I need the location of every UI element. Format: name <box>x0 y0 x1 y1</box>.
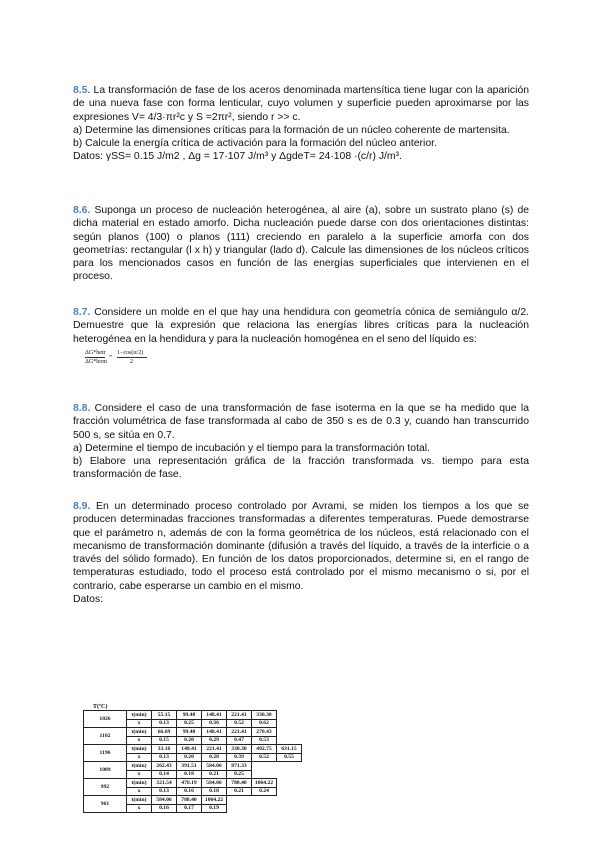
time-value-cell: 270.43 <box>252 728 277 737</box>
time-label-cell: t(min) <box>127 728 152 737</box>
fraction-value-cell: 0.19 <box>202 804 227 813</box>
table-row <box>84 796 302 805</box>
time-value-cell: 33.16 <box>152 745 177 754</box>
time-value-cell: 788.40 <box>227 779 252 788</box>
formula <box>73 350 529 372</box>
fraction-value-cell: 0.62 <box>252 719 277 728</box>
table-row <box>84 762 302 771</box>
time-value-cell: 99.48 <box>177 711 202 720</box>
table-body <box>84 711 302 813</box>
empty-cell <box>277 770 302 779</box>
time-value-cell: 871.33 <box>227 762 252 771</box>
fraction-value-cell: 0.18 <box>202 787 227 796</box>
time-value-cell: 262.43 <box>152 762 177 771</box>
empty-cell <box>277 728 302 737</box>
problem-number: 8.8. <box>73 403 91 414</box>
problem-number: 8.9. <box>73 501 91 512</box>
time-value-cell: 148.41 <box>202 728 227 737</box>
problem-text: En un determinado proceso controlado por Avrami, se miden los tiempos a los que se producen determinadas fracciones transformadas a diferentes temperaturas. Puede demostrarse que el parámetro n, además de con la forma geométrica de los núcleos, está relacionado con el mecanismo de transformación dominante (difusión a través del líquido, a través de la interficie o a través del sólido formado). En función de los datos proporcionados, determine si, en el rango de temperaturas estudiado, todo el proceso está controlado por el mismo mecanismo o si, por el contrario, cabe esperarse un cambio en el mismo. <box>73 501 530 592</box>
fraction-bar <box>117 357 147 358</box>
fraction-value-cell: 0.21 <box>227 787 252 796</box>
table-row <box>84 728 302 737</box>
time-label-cell: t(min) <box>127 711 152 720</box>
fraction-label-cell: x <box>127 804 152 813</box>
fraction-value-cell: 0.14 <box>152 770 177 779</box>
fraction-value-cell: 0.21 <box>202 770 227 779</box>
fraction-label-cell: x <box>127 787 152 796</box>
time-label-cell: t(min) <box>127 745 152 754</box>
problem-number: 8.7. <box>73 307 91 318</box>
problem-8-7 <box>73 306 529 372</box>
problem-text: Considere un molde en el que hay una hendidura con geometría cónica de semiángulo α/2. Demuestre que la expresión que relaciona las energías libres críticas para la nucleación heterogénea en la hendidura y para la nucleación homogénea en el seno del líquido es: <box>73 307 529 345</box>
time-value-cell: 321.54 <box>152 779 177 788</box>
avrami-data-table <box>83 710 302 813</box>
fraction-value-cell: 0.20 <box>177 736 202 745</box>
time-value-cell: 391.51 <box>177 762 202 771</box>
fraction-value-cell: 0.13 <box>152 787 177 796</box>
data-label: Datos: <box>73 594 104 606</box>
time-label-cell: t(min) <box>127 796 152 805</box>
fraction-value-cell: 0.39 <box>227 753 252 762</box>
fraction-value-cell: 0.29 <box>202 736 227 745</box>
time-value-cell: 330.30 <box>252 711 277 720</box>
fraction-value-cell: 0.55 <box>277 753 302 762</box>
temperature-cell: 1102 <box>84 728 127 745</box>
problem-subquestion: b) Calcule la energía crítica de activación para la formación del núcleo anterior. <box>73 138 437 150</box>
problem-number: 8.5. <box>73 85 91 96</box>
time-value-cell: 99.48 <box>177 728 202 737</box>
table-caption: T(ºC) <box>93 704 108 710</box>
fraction-label-cell: x <box>127 753 152 762</box>
fraction-value-cell: 0.18 <box>177 770 202 779</box>
empty-cell <box>277 779 302 788</box>
empty-cell <box>252 796 277 805</box>
temperature-cell: 1026 <box>84 711 127 728</box>
fraction-value-cell: 0.36 <box>202 719 227 728</box>
time-value-cell: 492.75 <box>252 745 277 754</box>
time-value-cell: 584.06 <box>202 762 227 771</box>
problem-text: La transformación de fase de los aceros denominada martensítica tiene lugar con la aparición de una nueva fase con forma lenticular, cuyo volumen y superficie pueden aproximarse por las expresiones V= 4/3·πr²c y S =2πr², siendo r >> c. <box>73 85 529 123</box>
empty-cell <box>252 762 277 771</box>
time-value-cell: 1064.22 <box>252 779 277 788</box>
time-value-cell: 148.41 <box>202 711 227 720</box>
fraction-label-cell: x <box>127 736 152 745</box>
empty-cell <box>277 787 302 796</box>
fraction-value-cell: 0.52 <box>252 753 277 762</box>
formula-lhs-denominator: ΔG*hom <box>85 358 107 365</box>
formula-rhs-numerator: 1−cos(α/2) <box>117 349 144 356</box>
temperature-cell: 1009 <box>84 762 127 779</box>
fraction-value-cell: 0.24 <box>252 787 277 796</box>
time-value-cell: 148.41 <box>177 745 202 754</box>
time-value-cell: 478.19 <box>177 779 202 788</box>
fraction-value-cell: 0.16 <box>177 787 202 796</box>
problem-8-6 <box>73 204 529 284</box>
fraction-value-cell: 0.17 <box>177 804 202 813</box>
temperature-cell: 961 <box>84 796 127 813</box>
empty-cell <box>277 762 302 771</box>
data-table-wrapper <box>83 704 302 813</box>
formula-lhs-numerator: ΔG*hetr <box>85 349 106 356</box>
fraction-value-cell: 0.15 <box>152 736 177 745</box>
problem-text: Considere el caso de una transformación de fase isoterma en la que se ha medido que la fracción volumétrica de fase transformada al cabo de 350 s es de 0.3 y, cuando han transcurrido 500 s, se sitúa en 0.7. <box>73 403 529 441</box>
time-value-cell: 584.06 <box>202 779 227 788</box>
problem-subquestion: a) Determine las dimensiones críticas para la formación de un núcleo coherente de martensita. <box>73 124 510 136</box>
fraction-value-cell: 0.20 <box>177 753 202 762</box>
fraction-value-cell: 0.13 <box>152 719 177 728</box>
time-value-cell: 1064.22 <box>202 796 227 805</box>
temperature-cell: 992 <box>84 779 127 796</box>
time-value-cell: 221.41 <box>202 745 227 754</box>
table-row <box>84 779 302 788</box>
empty-cell <box>252 804 277 813</box>
time-value-cell: 631.15 <box>277 745 302 754</box>
empty-cell <box>277 736 302 745</box>
empty-cell <box>227 796 252 805</box>
table-row <box>84 745 302 754</box>
time-label-cell: t(min) <box>127 779 152 788</box>
time-value-cell: 330.30 <box>227 745 252 754</box>
time-value-cell: 66.69 <box>152 728 177 737</box>
formula-rhs-denominator: 2 <box>130 358 133 365</box>
empty-cell <box>277 719 302 728</box>
empty-cell <box>227 804 252 813</box>
time-label-cell: t(min) <box>127 762 152 771</box>
fraction-label-cell: x <box>127 770 152 779</box>
time-value-cell: 788.40 <box>177 796 202 805</box>
problem-subquestion: b) Elabore una representación gráfica de la fracción transformada vs. tiempo para esta transformación de fase. <box>73 456 529 481</box>
time-value-cell: 584.06 <box>152 796 177 805</box>
time-value-cell: 221.41 <box>227 728 252 737</box>
time-value-cell: 55.15 <box>152 711 177 720</box>
fraction-value-cell: 0.47 <box>227 736 252 745</box>
problem-subquestion: a) Determine el tiempo de incubación y el tiempo para la transformación total. <box>73 442 430 454</box>
problem-8-9 <box>73 500 529 606</box>
fraction-value-cell: 0.25 <box>227 770 252 779</box>
empty-cell <box>252 770 277 779</box>
fraction-bar <box>85 357 105 358</box>
problem-8-5 <box>73 84 529 164</box>
empty-cell <box>277 711 302 720</box>
problem-8-8 <box>73 402 529 482</box>
fraction-value-cell: 0.28 <box>202 753 227 762</box>
fraction-label-cell: x <box>127 719 152 728</box>
fraction-value-cell: 0.25 <box>177 719 202 728</box>
fraction-value-cell: 0.13 <box>152 753 177 762</box>
fraction-value-cell: 0.53 <box>252 736 277 745</box>
empty-cell <box>277 796 302 805</box>
time-value-cell: 221.41 <box>227 711 252 720</box>
empty-cell <box>277 804 302 813</box>
table-row <box>84 711 302 720</box>
temperature-cell: 1196 <box>84 745 127 762</box>
formula-equals: = <box>109 353 113 360</box>
problem-text: Suponga un proceso de nucleación heterogénea, al aire (a), sobre un sustrato plano (s) de dicha material en estado amorfo. Dicha nucleación puede darse con dos orientaciones distintas: según planos (100) o planos (111) creciendo en paralelo a la superficie amorfa con dos geometrías: rectangular (l x h) y triangular (lado d). Calcule las dimensiones de los núcleos críticos para los mencionados casos en función de las energías superficiales que intervienen en el proceso. <box>73 205 529 283</box>
problem-data: Datos: γSS= 0.15 J/m2 , Δg = 17·107 J/m³ y ΔgdeT= 24·108 ·(c/r) J/m³. <box>73 151 402 163</box>
problem-number: 8.6. <box>73 205 91 216</box>
fraction-value-cell: 0.16 <box>152 804 177 813</box>
fraction-value-cell: 0.52 <box>227 719 252 728</box>
